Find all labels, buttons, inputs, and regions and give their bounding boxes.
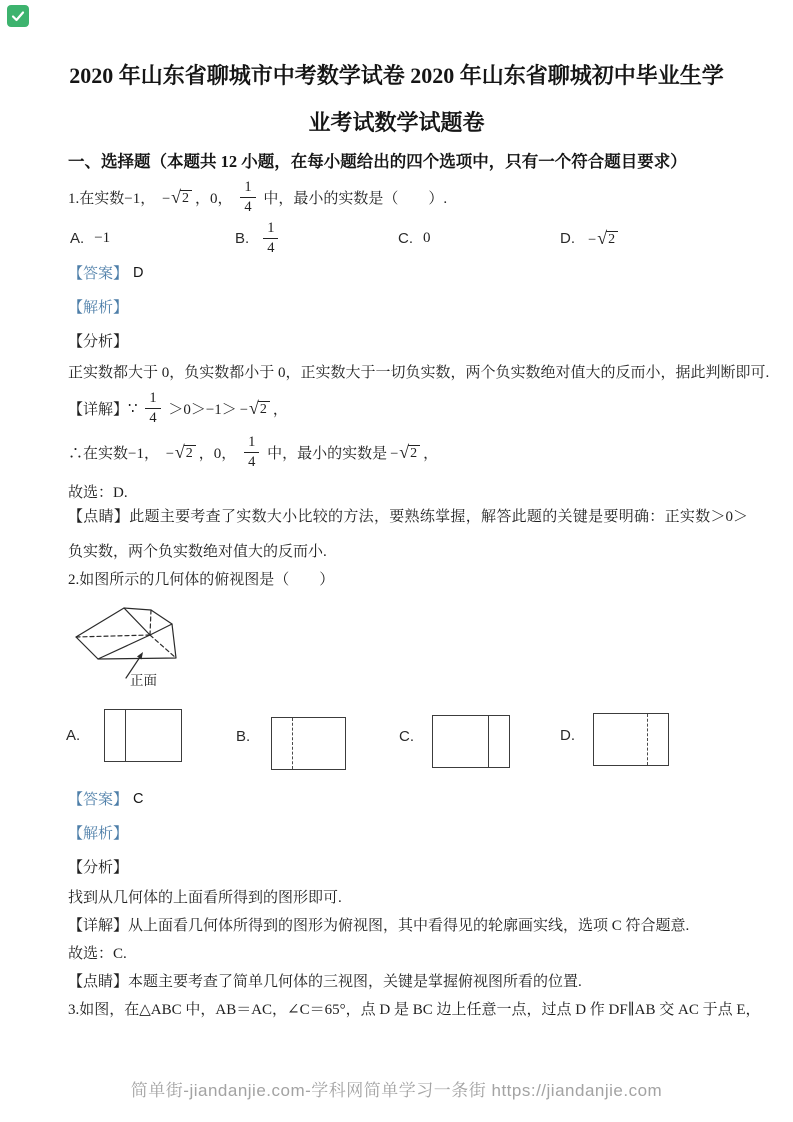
q1-answer-line bbox=[68, 262, 144, 283]
q1-option-a-value: −1 bbox=[94, 229, 111, 246]
q1-option-d-sqrt: − √ 2 bbox=[588, 229, 618, 248]
q1-option-b-fraction: $\frac{1}{4}$ bbox=[263, 220, 278, 256]
q2-d-dashed-line bbox=[647, 714, 648, 765]
comma: ， bbox=[272, 401, 288, 418]
q2-guxuan: 故选：C. bbox=[68, 946, 127, 962]
q1-so-post: 中，最小的实数是 bbox=[263, 445, 388, 462]
green-app-icon bbox=[7, 5, 29, 27]
q1-option-a bbox=[70, 216, 110, 260]
q2-answer-value: C bbox=[133, 790, 144, 807]
q1-option-c-label: C. bbox=[398, 229, 413, 247]
watermark-footer: 简单街-jiandanjie.com-学科网简单学习一条街 https://jiandanjie.com bbox=[130, 1081, 663, 1100]
q2-b-dashed-line bbox=[292, 718, 293, 769]
q2-xiangjie-text: 【详解】从上面看几何体所得到的图形为俯视图，其中看得见的轮廓画实线，选项 C 符合题意. bbox=[68, 918, 690, 934]
q2-c-solid-line bbox=[488, 716, 489, 767]
q1-jiexi-label: 【解析】 bbox=[68, 300, 129, 316]
solid-outline bbox=[76, 608, 176, 659]
q1-option-b-label: B. bbox=[235, 229, 250, 247]
q1-comparison-chain: ＞0＞−1＞ bbox=[164, 401, 237, 418]
q1-xiangjie-fraction: $\frac{1}{4}$ bbox=[145, 390, 160, 426]
q1-guxuan: 故选：D. bbox=[68, 485, 128, 501]
q1-xiangjie-label: 【详解】 bbox=[68, 401, 129, 418]
sqrt-minus-root2: − √ 2 bbox=[162, 188, 192, 207]
exam-title-line2: 业考试数学试题卷 bbox=[308, 110, 485, 135]
q2-jiexi-label: 【解析】 bbox=[68, 826, 129, 842]
q1-answer-label: 【答案】 bbox=[68, 266, 129, 282]
visible-ridge-edge bbox=[98, 624, 172, 659]
question-3-stem: 3.如图，在△ABC 中，AB＝AC，∠C＝65°，点 D 是 BC 边上任意一点，过点 D 作 DF∥AB 交 AC 于点 E， bbox=[68, 1002, 761, 1018]
q2-solid-figure bbox=[70, 602, 185, 690]
q2-fenxi-label: 【分析】 bbox=[68, 860, 129, 876]
q1-option-b bbox=[235, 216, 282, 260]
q1-therefore-line bbox=[68, 430, 438, 474]
q1-option-c-value: 0 bbox=[423, 229, 431, 246]
q2-fenxi-text: 找到从几何体的上面看所得到的图形即可. bbox=[68, 890, 342, 906]
q2-option-a-figure bbox=[104, 709, 182, 762]
q1-so-pre: ∴在实数−1， bbox=[68, 445, 163, 462]
q2-option-b-label: B. bbox=[236, 728, 251, 745]
exam-title bbox=[0, 52, 793, 146]
question-2-stem: 2.如图所示的几何体的俯视图是（ ） bbox=[68, 572, 335, 588]
q2-answer-label: 【答案】 bbox=[68, 792, 129, 808]
question-1-stem bbox=[68, 175, 447, 219]
q2-option-a-label: A. bbox=[66, 727, 81, 744]
q1-stem-mid: ，0， bbox=[195, 190, 237, 207]
q2-a-solid-line bbox=[125, 710, 126, 761]
q1-option-d-label: D. bbox=[560, 229, 575, 247]
exam-title-line1: 2020 年山东省聊城市中考数学试卷 2020 年山东省聊城初中毕业生学 bbox=[69, 63, 724, 88]
q2-option-c-label: C. bbox=[399, 728, 414, 745]
q1-option-a-label: A. bbox=[70, 229, 85, 247]
q2-option-c-figure bbox=[432, 715, 510, 768]
q2-dianjing: 【点睛】本题主要考查了简单几何体的三视图，关键是掌握俯视图所看的位置. bbox=[68, 974, 582, 990]
q2-option-d-label: D. bbox=[560, 727, 575, 744]
q2-option-b-figure bbox=[271, 717, 346, 770]
q1-so-sqrt2: − √ 2 bbox=[390, 443, 420, 462]
because-symbol: ∵ bbox=[128, 400, 142, 417]
q1-option-d bbox=[560, 216, 621, 260]
q2-option-d-figure bbox=[593, 713, 669, 766]
q1-dianjing: 【点睛】此题主要考查了实数大小比较的方法，要熟练掌握，解答此题的关键是要明确：正实数＞0＞负实数，两个负实数绝对值大的反而小. bbox=[68, 509, 748, 560]
q1-xiangjie-line bbox=[68, 386, 288, 430]
fraction-one-fourth: $\frac{1}{4}$ bbox=[240, 179, 255, 215]
q1-stem-post: 中，最小的实数是（ ）. bbox=[259, 190, 448, 207]
q1-so-mid: ，0， bbox=[198, 445, 241, 462]
q2-answer-line bbox=[68, 788, 144, 809]
checkmark-icon bbox=[11, 9, 25, 23]
q1-so-fraction: $\frac{1}{4}$ bbox=[244, 434, 259, 470]
visible-slant-edge bbox=[124, 608, 150, 635]
q1-fenxi-label: 【分析】 bbox=[68, 334, 129, 350]
section-heading: 一、选择题（本题共 12 小题，在每小题给出的四个选项中，只有一个符合题目要求） bbox=[68, 152, 687, 171]
q1-option-c bbox=[398, 216, 431, 260]
comma2: ， bbox=[423, 445, 439, 462]
q1-stem-pre: 1.在实数−1， bbox=[68, 190, 159, 207]
q1-xiangjie-sqrt: − √ 2 bbox=[240, 399, 270, 418]
q1-so-sqrt1: − √ 2 bbox=[166, 443, 196, 462]
q1-answer-value: D bbox=[133, 264, 144, 281]
q1-fenxi-text: 正实数都大于 0，负实数都小于 0，正实数大于一切负实数，两个负实数绝对值大的反而小，据此判断即可. bbox=[68, 365, 770, 381]
front-face-label: 正面 bbox=[130, 673, 157, 688]
